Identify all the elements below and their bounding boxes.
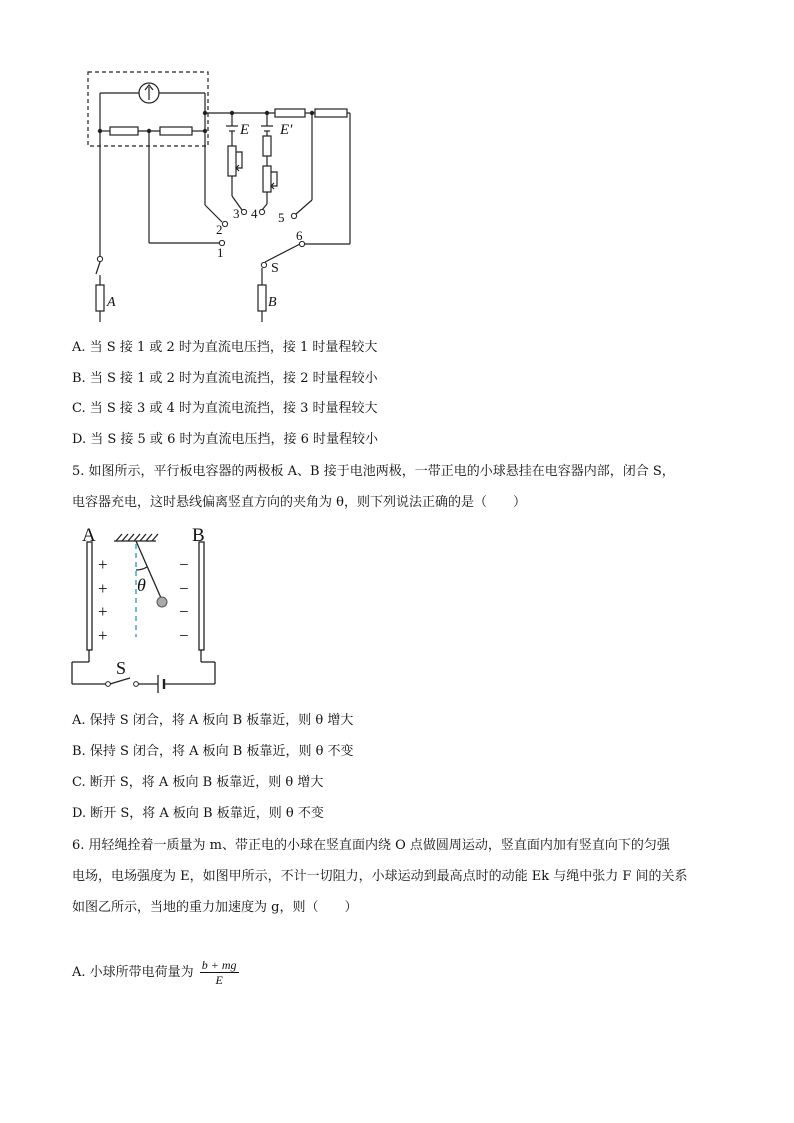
q6-stem-line-3: 如图乙所示，当地的重力加速度为 g，则（ ）	[72, 900, 358, 915]
terminal-label-3: 3	[233, 206, 240, 221]
switch-label: S	[116, 658, 127, 678]
multimeter-circuit-diagram	[0, 0, 794, 330]
probe-label-a: A	[107, 295, 116, 310]
plate-b-label: B	[192, 525, 205, 546]
q6-stem-line-1: 6. 用轻绳拴着一质量为 m、带正电的小球在竖直面内绕 O 点做圆周运动，竖直面内加有竖直向下的匀强	[72, 838, 670, 853]
plus-3: +	[98, 602, 108, 621]
angle-label: θ	[137, 575, 146, 595]
probe-b	[258, 285, 266, 311]
q5-stem-line-2: 电容器充电，这时悬线偏离竖直方向的夹角为 θ，则下列说法正确的是（ ）	[72, 495, 526, 510]
q5-option-d: D. 断开 S，将 A 板向 B 板靠近，则 θ 不变	[72, 806, 324, 821]
plate-a	[87, 542, 92, 650]
terminal-5	[291, 213, 296, 218]
terminal-label-1: 1	[217, 245, 224, 260]
shunt-resistor-1	[110, 127, 138, 135]
terminal-label-6: 6	[296, 228, 303, 243]
series-resistor-1	[275, 109, 305, 117]
plus-4: +	[98, 626, 108, 645]
q4-option-b: B. 当 S 接 1 或 2 时为直流电流挡，接 2 时量程较小	[72, 371, 378, 386]
charged-ball	[157, 597, 167, 607]
terminal-3	[241, 209, 246, 214]
fraction-denominator: E	[215, 973, 223, 987]
switch-s-pivot	[261, 262, 266, 267]
terminal-label-2: 2	[216, 222, 223, 237]
probe-label-b: B	[268, 295, 277, 310]
shunt-resistor-2	[160, 127, 192, 135]
plate-b	[199, 542, 204, 650]
capacitor-pendulum-diagram	[60, 522, 230, 702]
q4-option-c: C. 当 S 接 3 或 4 时为直流电流挡，接 3 时量程较大	[72, 401, 378, 416]
minus-4: −	[179, 626, 189, 645]
q6-option-a-text: A. 小球所带电荷量为	[72, 965, 194, 980]
minus-1: −	[179, 555, 189, 574]
switch-label-s: S	[271, 261, 279, 276]
terminal-label-5: 5	[278, 210, 285, 225]
resistor-e-prime	[263, 136, 271, 156]
rheostat-e-prime	[263, 166, 271, 192]
terminal-label-4: 4	[251, 206, 258, 221]
terminal-4	[259, 209, 264, 214]
q4-option-a: A. 当 S 接 1 或 2 时为直流电压挡，接 1 时量程较大	[72, 340, 378, 355]
series-resistor-2	[315, 109, 347, 117]
source-label-e: E	[240, 122, 250, 138]
source-label-e-prime: E′	[280, 122, 293, 138]
fraction-numerator: b + mg	[201, 958, 237, 972]
q5-option-c: C. 断开 S，将 A 板向 B 板靠近，则 θ 增大	[72, 775, 324, 790]
q5-stem-line-1: 5. 如图所示，平行板电容器的两极板 A、B 接于电池两极，一带正电的小球悬挂在电容器内部，闭合 S，	[72, 464, 675, 479]
minus-3: −	[179, 602, 189, 621]
plate-a-label: A	[82, 525, 96, 546]
rheostat-e	[228, 146, 236, 176]
probe-a	[96, 285, 104, 311]
probe-a-switch-node	[97, 256, 102, 261]
q5-option-a: A. 保持 S 闭合，将 A 板向 B 板靠近，则 θ 增大	[72, 713, 354, 728]
plus-1: +	[98, 555, 108, 574]
minus-2: −	[179, 579, 189, 598]
q6-stem-line-2: 电场，电场强度为 E，如图甲所示，不计一切阻力，小球运动到最高点时的动能 Ek 与绳中张力 F 间的关系	[72, 869, 688, 884]
q4-option-d: D. 当 S 接 5 或 6 时为直流电压挡，接 6 时量程较小	[72, 432, 379, 447]
terminal-2	[222, 221, 227, 226]
q5-option-b: B. 保持 S 闭合，将 A 板向 B 板靠近，则 θ 不变	[72, 744, 354, 759]
charge-fraction	[200, 958, 239, 987]
q6-option-a	[72, 958, 239, 987]
plus-2: +	[98, 579, 108, 598]
